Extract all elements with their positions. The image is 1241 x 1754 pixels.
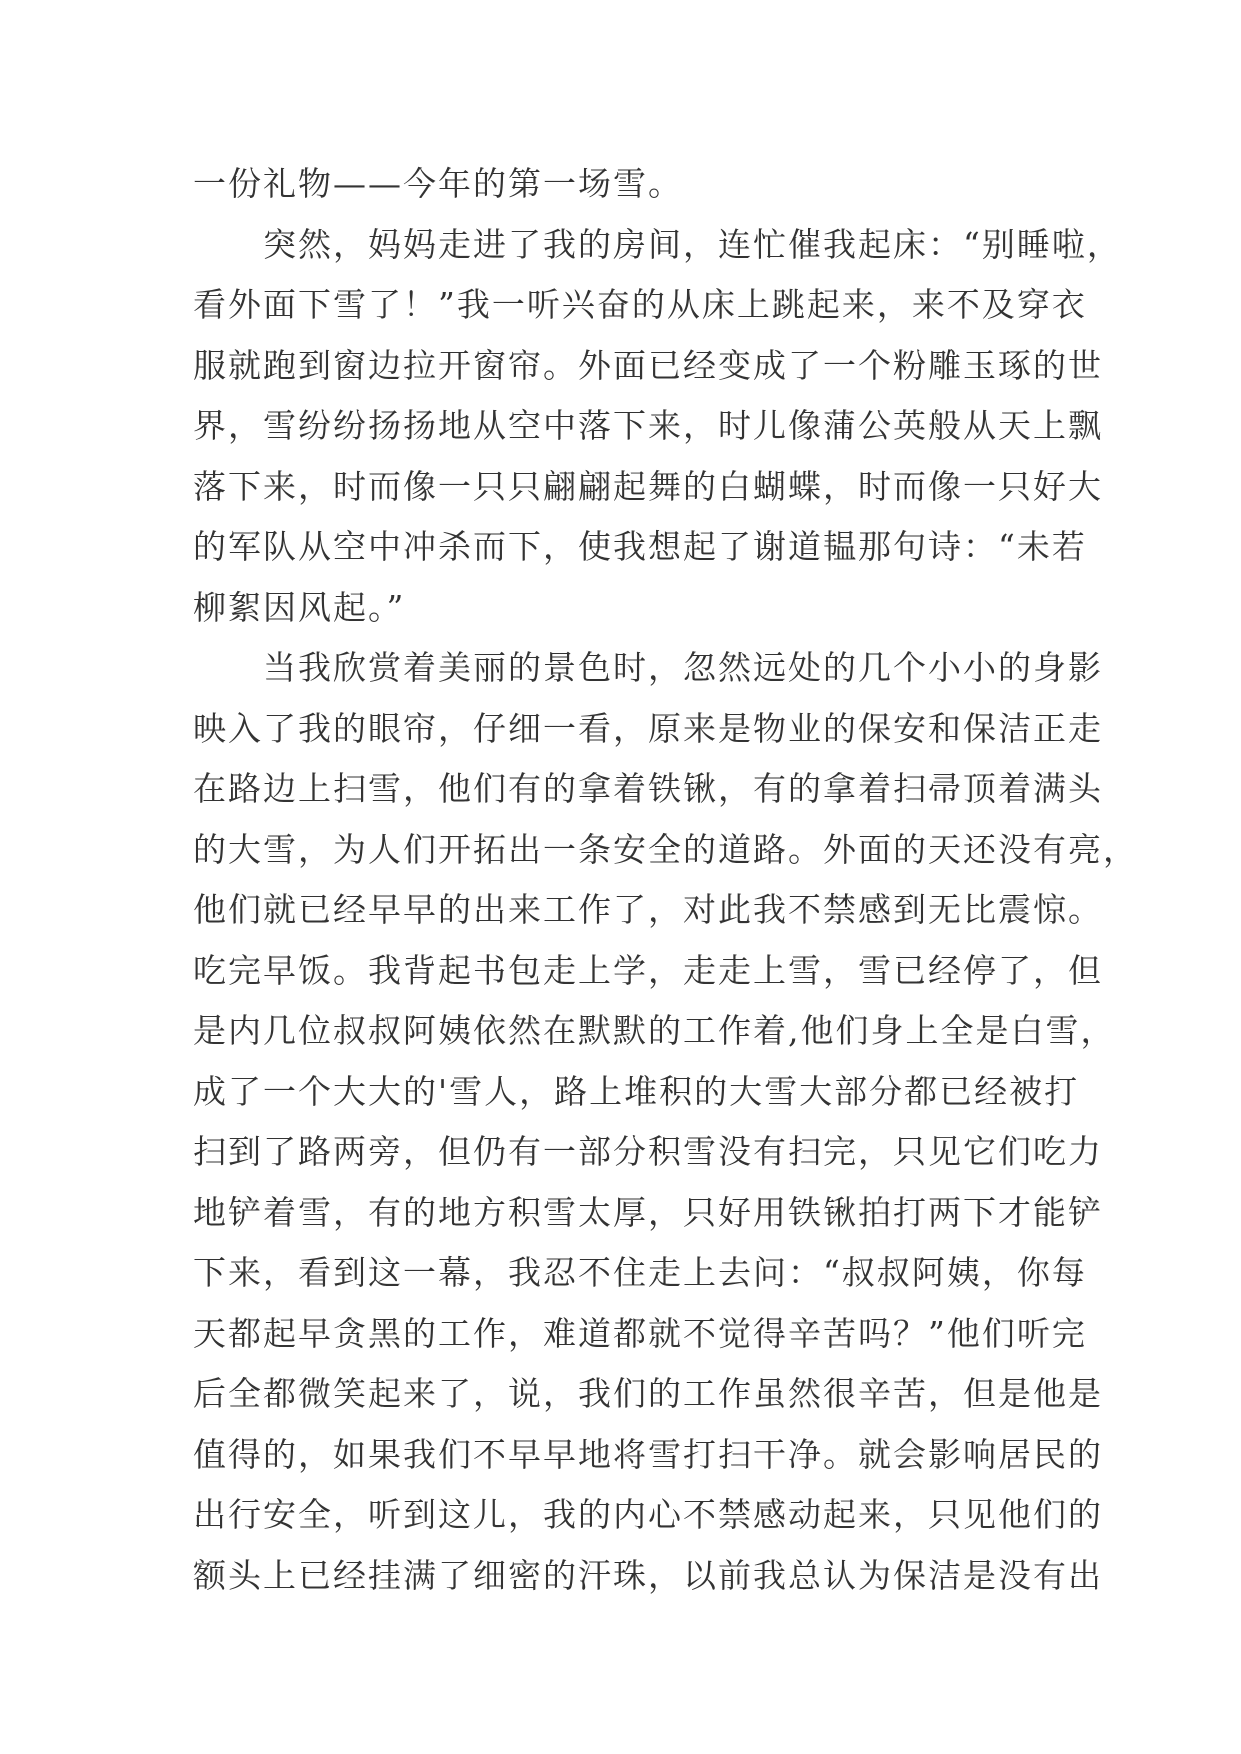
text-line: 在路边上扫雪，他们有的拿着铁锹，有的拿着扫帚顶着满头 (193, 769, 1103, 808)
text-line: 成了一个大大的'雪人，路上堆积的大雪大部分都已经被打 (193, 1071, 1080, 1111)
text-line: 出行安全，听到这儿，我的内心不禁感动起来，只见他们的 (193, 1495, 1103, 1534)
text-line: 后全都微笑起来了，说，我们的工作虽然很辛苦，但是他是 (193, 1374, 1103, 1413)
essay-body (193, 154, 1138, 1606)
text-line: 界，雪纷纷扬扬地从空中落下来，时儿像蒲公英般从天上飘 (193, 406, 1103, 445)
text-line: 天都起早贪黑的工作，难道都就不觉得辛苦吗？”他们听完 (193, 1313, 1087, 1353)
text-line: 的军队从空中冲杀而下，使我想起了谢道韫那句诗：“未若 (193, 527, 1087, 566)
text-line: 下来，看到这一幕，我忍不住走上去问：“叔叔阿姨，你每 (193, 1253, 1087, 1292)
text-line: 映入了我的眼帘，仔细一看，原来是物业的保安和保洁正走 (193, 708, 1103, 748)
text-line: 突然，妈妈走进了我的房间，连忙催我起床：“别睡啦， (193, 224, 1122, 264)
text-line: 地铲着雪，有的地方积雪太厚，只好用铁锹拍打两下才能铲 (193, 1192, 1103, 1232)
text-line: 一份礼物——今年的第一场雪。 (193, 164, 683, 203)
text-line: 扫到了路两旁，但仍有一部分积雪没有扫完，只见它们吃力 (193, 1132, 1103, 1171)
text-line: 额头上已经挂满了细密的汗珠，以前我总认为保洁是没有出 (193, 1555, 1103, 1595)
text-line: 当我欣赏着美丽的景色时，忽然远处的几个小小的身影 (193, 648, 1103, 687)
text-line: 值得的，如果我们不早早地将雪打扫干净。就会影响居民的 (193, 1434, 1103, 1474)
text-line: 服就跑到窗边拉开窗帘。外面已经变成了一个粉雕玉琢的世 (193, 345, 1103, 385)
text-line: 落下来，时而像一只只翩翩起舞的白蝴蝶，时而像一只好大 (193, 466, 1103, 506)
text-line: 是内几位叔叔阿姨依然在默默的工作着,他们身上全是白雪， (193, 1011, 1116, 1050)
text-line: 的大雪，为人们开拓出一条安全的道路。外面的天还没有亮， (193, 829, 1138, 869)
text-line: 吃完早饭。我背起书包走上学，走走上雪，雪已经停了，但 (193, 950, 1103, 990)
text-line: 他们就已经早早的出来工作了，对此我不禁感到无比震惊。 (193, 890, 1103, 929)
text-line: 柳絮因风起。” (193, 587, 406, 627)
text-line: 看外面下雪了！”我一听兴奋的从床上跳起来，来不及穿衣 (193, 285, 1087, 324)
